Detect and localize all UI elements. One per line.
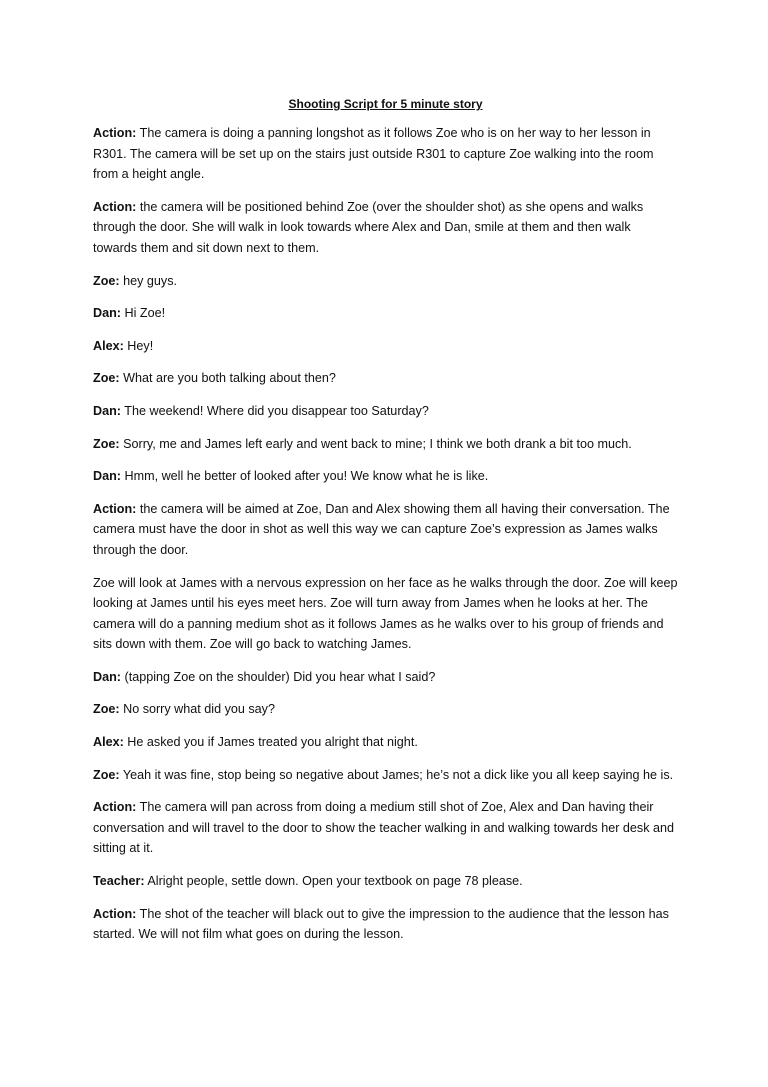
speaker-label: Dan:	[93, 669, 121, 684]
script-paragraph	[93, 197, 678, 259]
script-paragraph	[93, 499, 678, 561]
script-paragraph	[93, 271, 678, 292]
speaker-label: Dan:	[93, 306, 121, 321]
paragraph-text: What are you both talking about then?	[123, 371, 336, 386]
paragraph-text: He asked you if James treated you alright that night.	[127, 735, 418, 750]
paragraph-text: Yeah it was fine, stop being so negative about James; he’s not a dick like you all keep saying he is.	[122, 767, 674, 782]
script-paragraph	[93, 466, 678, 487]
paragraph-text: Hi Zoe!	[124, 306, 166, 321]
speaker-label: Zoe:	[93, 436, 120, 451]
document-body	[93, 96, 678, 957]
script-paragraph	[93, 434, 678, 455]
paragraph-text: No sorry what did you say?	[123, 702, 275, 717]
speaker-label: Action:	[93, 126, 137, 140]
speaker-label: Alex:	[93, 338, 124, 353]
script-paragraph	[93, 667, 678, 688]
paragraph-text: hey guys.	[123, 273, 177, 288]
script-paragraph	[93, 699, 678, 720]
paragraph-text: Zoe will look at James with a nervous expression on her face as he walks through the door. Zoe will keep looking at James until his eyes meet hers. Zoe will turn away from James when he looks at her. The camera will do a panning medium shot as it follows James as he walks over to his group of friends and sits down with them. Zoe will go back to watching James.	[93, 575, 678, 652]
script-paragraph	[93, 336, 678, 357]
speaker-label: Dan:	[93, 403, 121, 418]
paragraph-text: The shot of the teacher will black out to give the impression to the audience that the lesson has started. We will not film what goes on during the lesson.	[93, 906, 669, 942]
paragraph-text: Hey!	[127, 338, 154, 353]
script-paragraph	[93, 401, 678, 422]
paragraph-text: the camera will be aimed at Zoe, Dan and Alex showing them all having their conversation. The camera must have the door in shot as well this way we can capture Zoe’s expression as James walks through the door.	[93, 501, 670, 557]
speaker-label: Zoe:	[93, 371, 120, 386]
paragraph-text: The camera will pan across from doing a medium still shot of Zoe, Alex and Dan having their conversation and will travel to the door to show the teacher walking in and walking towards her desk and sitting at it.	[93, 800, 675, 856]
paragraph-text: Sorry, me and James left early and went back to mine; I think we both drank a bit too much.	[123, 436, 632, 451]
paragraph-text: the camera will be positioned behind Zoe (over the shoulder shot) as she opens and walks through the door. She will walk in look towards where Alex and Dan, smile at them and then walk towards them and sit down next to them.	[93, 199, 644, 255]
paragraph-text: Hmm, well he better of looked after you! We know what he is like.	[124, 469, 489, 484]
speaker-label: Teacher:	[93, 874, 145, 889]
paragraph-text: The weekend! Where did you disappear too Saturday?	[124, 403, 429, 418]
script-paragraph	[93, 303, 678, 324]
speaker-label: Action:	[93, 501, 137, 516]
paragraph-text: Alright people, settle down. Open your textbook on page 78 please.	[147, 874, 523, 889]
speaker-label: Action:	[93, 800, 137, 815]
script-paragraph	[93, 904, 678, 945]
paragraph-text: The camera is doing a panning longshot as it follows Zoe who is on her way to her lesson in R301. The camera will be set up on the stairs just outside R301 to capture Zoe walking into the room from a height angle.	[93, 126, 654, 182]
speaker-label: Zoe:	[93, 273, 120, 288]
script-paragraph	[93, 368, 678, 389]
script-paragraph	[93, 123, 678, 185]
script-paragraph	[93, 871, 678, 892]
paragraph-text: (tapping Zoe on the shoulder) Did you hear what I said?	[124, 669, 436, 684]
script-paragraph	[93, 573, 678, 655]
speaker-label: Alex:	[93, 735, 124, 750]
script-paragraph	[93, 765, 678, 786]
speaker-label: Action:	[93, 906, 137, 921]
speaker-label: Zoe:	[93, 767, 120, 782]
speaker-label: Action:	[93, 199, 137, 214]
speaker-label: Dan:	[93, 469, 121, 484]
speaker-label: Zoe:	[93, 702, 120, 717]
script-paragraph	[93, 797, 678, 859]
document-title: Shooting Script for 5 minute story	[288, 97, 483, 111]
script-paragraph	[93, 732, 678, 753]
